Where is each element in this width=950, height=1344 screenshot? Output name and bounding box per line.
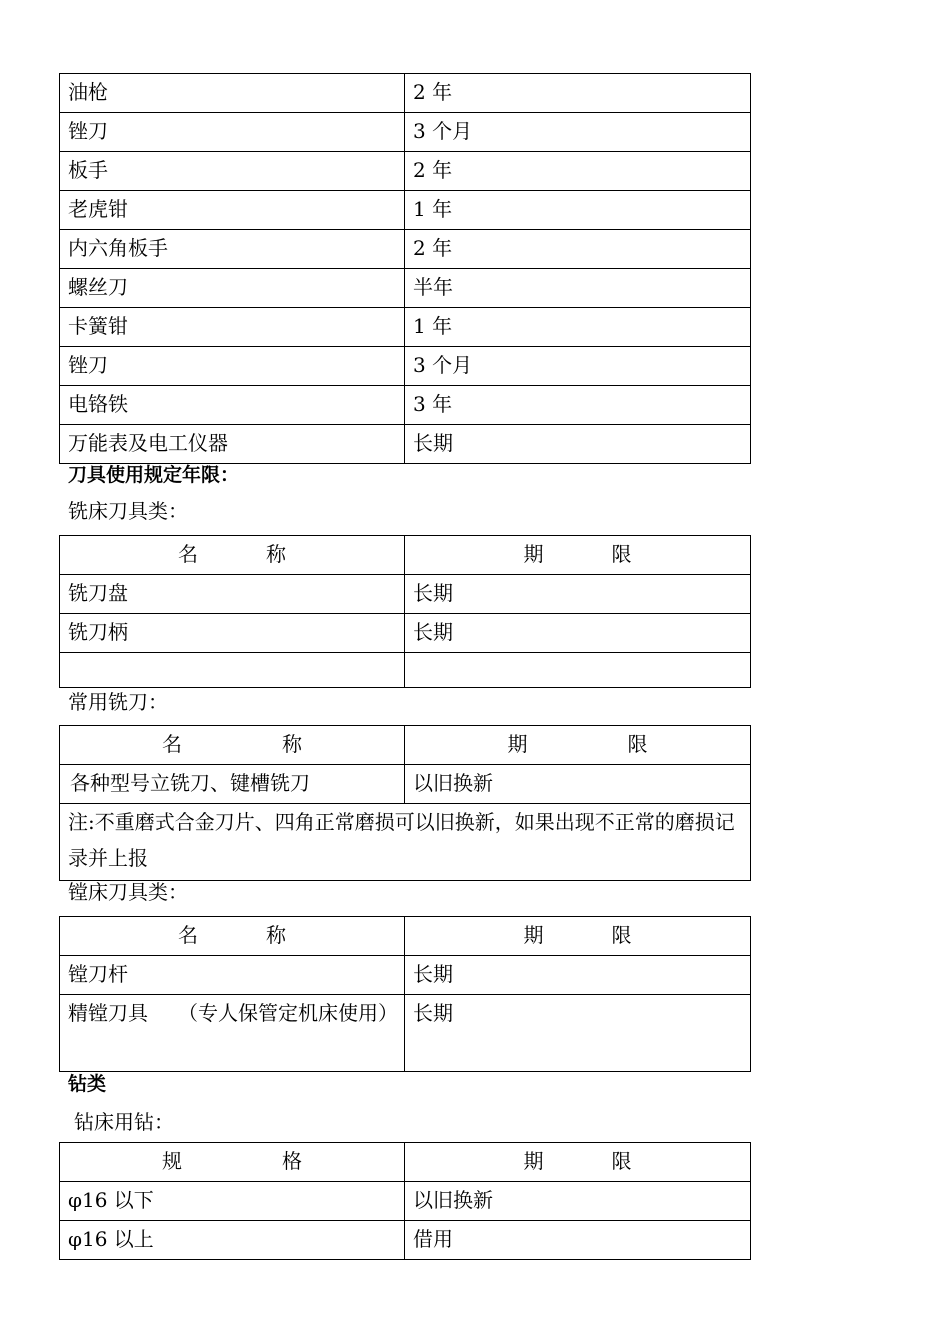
cutter-name	[60, 653, 405, 688]
column-header-spec	[60, 1143, 405, 1182]
table-header-row	[60, 536, 751, 575]
table-row	[60, 386, 751, 425]
tool-period: 半年	[405, 269, 751, 308]
tool-period: 2 年	[405, 74, 751, 113]
tool-name: 镗刀杆	[60, 956, 405, 995]
tool-name: 电铬铁	[60, 386, 405, 425]
table-row	[60, 230, 751, 269]
tool-name: 老虎钳	[60, 191, 405, 230]
table-row	[60, 152, 751, 191]
table-note: 注:不重磨式合金刀片、四角正常磨损可以旧换新，如果出现不正常的磨损记录并上报	[60, 804, 751, 881]
tool-name: 卡簧钳	[60, 308, 405, 347]
table-header-row	[60, 1143, 751, 1182]
table-row	[60, 956, 751, 995]
tool-name: 油枪	[60, 74, 405, 113]
drill-spec: φ16 以下	[60, 1182, 405, 1221]
column-header-period	[405, 726, 751, 765]
cutter-period: 长期	[405, 575, 751, 614]
column-header-name	[60, 536, 405, 575]
header-char: 格	[282, 1149, 302, 1173]
tool-name: 螺丝刀	[60, 269, 405, 308]
tool-lifespan-table	[59, 73, 751, 464]
cutter-section-heading: 刀具使用规定年限：	[68, 464, 240, 486]
table-row	[60, 765, 751, 804]
tool-name: 内六角板手	[60, 230, 405, 269]
tool-name: 板手	[60, 152, 405, 191]
drill-table	[59, 1142, 751, 1260]
table-header-row	[60, 726, 751, 765]
table-note-row	[60, 804, 751, 881]
tool-name: 锉刀	[60, 113, 405, 152]
column-header-period	[405, 917, 751, 956]
table-row	[60, 269, 751, 308]
header-char: 限	[627, 732, 648, 756]
tool-name: 精镗刀具 （专人保管定机床使用）	[60, 995, 405, 1072]
cutter-name-text: 各种型号立铣刀、键槽铣刀	[70, 771, 310, 795]
table-row	[60, 113, 751, 152]
cutter-name: 铣刀盘	[60, 575, 405, 614]
tool-period: 3 个月	[405, 347, 751, 386]
table-row	[60, 1182, 751, 1221]
table-row	[60, 191, 751, 230]
cutter-period	[405, 653, 751, 688]
common-mill-heading: 常用铣刀：	[68, 690, 168, 714]
boring-section-heading: 镗床刀具类：	[68, 880, 188, 904]
milling-section-heading: 铣床刀具类：	[68, 499, 188, 523]
header-char: 期	[507, 732, 528, 756]
table-row	[60, 995, 751, 1072]
header-char: 名	[178, 923, 198, 947]
tool-period: 3 个月	[405, 113, 751, 152]
boring-tool-table	[59, 916, 751, 1072]
tool-period: 长期	[405, 956, 751, 995]
header-char: 期	[523, 542, 544, 566]
cutter-period: 以旧换新	[405, 765, 751, 804]
drill-period: 借用	[405, 1221, 751, 1260]
table-row	[60, 575, 751, 614]
header-char: 限	[611, 542, 632, 566]
column-header-period	[405, 1143, 751, 1182]
header-char: 名	[162, 732, 182, 756]
header-char: 期	[523, 1149, 544, 1173]
table-row	[60, 347, 751, 386]
drill-sub-heading: 钻床用钻：	[74, 1110, 174, 1134]
cutter-name: 铣刀柄	[60, 614, 405, 653]
table-row	[60, 308, 751, 347]
tool-name: 万能表及电工仪器	[60, 425, 405, 464]
cutter-name	[60, 765, 405, 804]
tool-period: 1 年	[405, 308, 751, 347]
header-char: 期	[523, 923, 544, 947]
common-mill-table	[59, 725, 751, 881]
column-header-name	[60, 917, 405, 956]
header-char: 规	[162, 1149, 182, 1173]
header-char: 称	[282, 732, 302, 756]
tool-period: 1 年	[405, 191, 751, 230]
tool-name: 锉刀	[60, 347, 405, 386]
table-row	[60, 653, 751, 688]
tool-period: 2 年	[405, 152, 751, 191]
header-char: 称	[266, 542, 286, 566]
header-char: 限	[611, 1149, 632, 1173]
table-row	[60, 614, 751, 653]
tool-period: 3 年	[405, 386, 751, 425]
tool-period: 2 年	[405, 230, 751, 269]
header-char: 限	[611, 923, 632, 947]
drill-spec: φ16 以上	[60, 1221, 405, 1260]
table-row	[60, 1221, 751, 1260]
column-header-name	[60, 726, 405, 765]
column-header-period	[405, 536, 751, 575]
drill-period: 以旧换新	[405, 1182, 751, 1221]
header-char: 称	[266, 923, 286, 947]
tool-period: 长期	[405, 425, 751, 464]
tool-period: 长期	[405, 995, 751, 1072]
cutter-period: 长期	[405, 614, 751, 653]
header-char: 名	[178, 542, 198, 566]
table-header-row	[60, 917, 751, 956]
milling-cutter-table	[59, 535, 751, 688]
drill-section-heading: 钻类	[68, 1073, 107, 1095]
table-row	[60, 74, 751, 113]
